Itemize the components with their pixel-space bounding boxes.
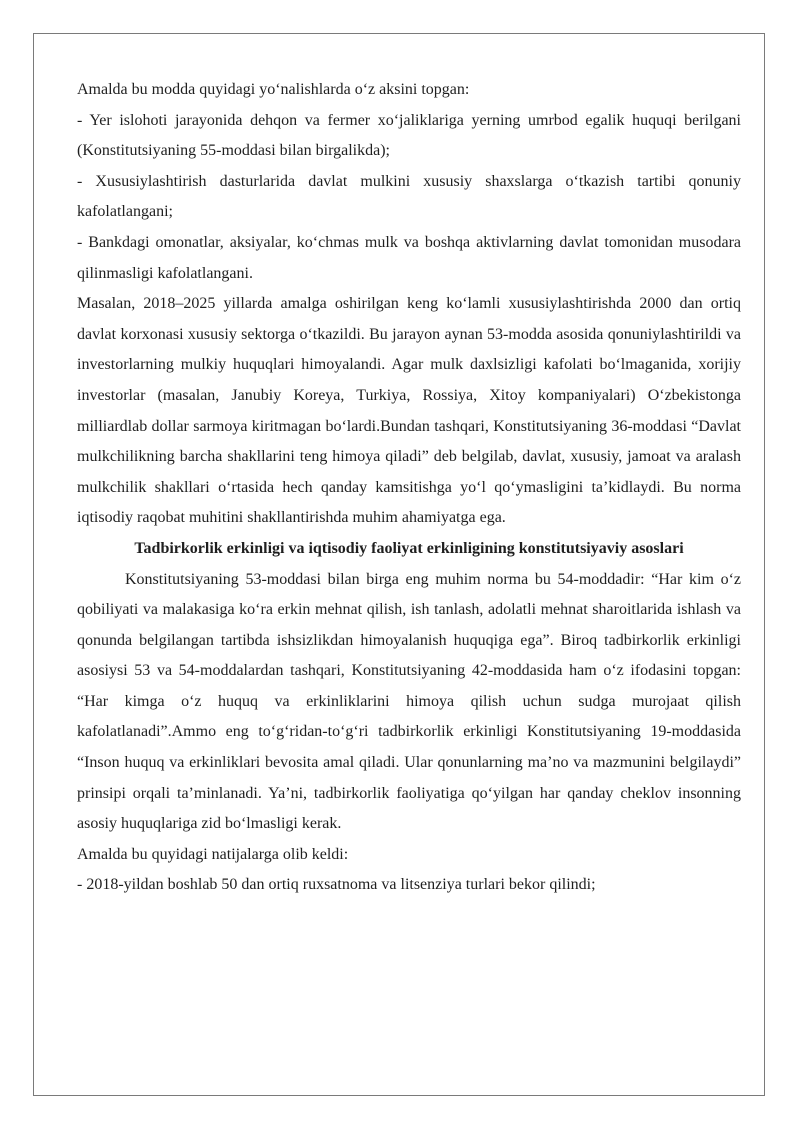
paragraph-land-reform: - Yer islohoti jarayonida dehqon va fermer xo‘jaliklariga yerning umrbod egalik huquqi berilgani (Konstitutsiyaning 55-moddasi bilan birgalikda); (77, 111, 741, 160)
section-heading: Tadbirkorlik erkinligi va iqtisodiy faoliyat erkinligining konstitutsiyaviy asoslari (134, 539, 684, 557)
paragraph-bank-deposits: - Bankdagi omonatlar, aksiyalar, ko‘chmas mulk va boshqa aktivlarning davlat tomonidan musodara qilinmasligi kafolatlangani. (77, 233, 741, 282)
paragraph-privatization: - Xususiylashtirish dasturlarida davlat mulkini xususiy shaxslarga o‘tkazish tartibi qonuniy kafolatlangani; (77, 172, 741, 221)
paragraph-example: Masalan, 2018–2025 yillarda amalga oshirilgan keng ko‘lamli xususiylashtirishda 2000 dan ortiq davlat korxonasi xususiy sektorga o‘tkazildi. Bu jarayon aynan 53-modda asosida qonuniylashtirildi va investorlarning mulkiy huquqlari himoyalandi. Agar mulk daxlsizligi kafolati bo‘lmaganida, xorijiy investorlar (masalan, Janubiy Koreya, Turkiya, Rossiya, Xitoy kompaniyalari) O‘zbekistonga milliardlab dollar sarmoya kiritmagan bo‘lardi.Bundan tashqari, Konstitutsiyaning 36-moddasi “Davlat mulkchilikning barcha shakllarini teng himoya qiladi” deb belgilab, davlat, xususiy, jamoat va aralash mulkchilik shakllari o‘rtasida hech qanday kamsitishga yo‘l qo‘ymasligini ta’kidlaydi. Bu norma iqtisodiy raqobat muhitini shakllantirishda muhim ahamiyatga ega. (77, 295, 741, 527)
paragraph-article-54: Konstitutsiyaning 53-moddasi bilan birga eng muhim norma bu 54-moddadir: “Har kim o‘z qobiliyati va malakasiga ko‘ra erkin mehnat qilish, ish tanlash, adolatli mehnat sharoitlarida ishlash va qonunda belgilangan tartibda ishsizlikdan himoyalanish huquqiga ega”. Biroq tadbirkorlik erkinligi asosiysi 53 va 54-moddalardan tashqari, Konstitutsiyaning 42-moddasida ham o‘z ifodasini topgan: “Har kimga o‘z huquq va erkinliklarini himoya qilish uchun sudga murojaat qilish kafolatlanadi”.Ammo eng to‘g‘ridan-to‘g‘ri tadbirkorlik erkinligi Konstitutsiyaning 19-moddasida “Inson huquq va erkinliklari bevosita amal qiladi. Ular qonunlarning ma’no va mazmunini belgilaydi” prinsipi orqali ta’minlanadi. Ya’ni, tadbirkorlik faoliyatiga qo‘yilgan har qanday cheklov insonning asosiy huquqlariga zid bo‘lmasligi kerak. (77, 570, 741, 833)
document-body (77, 75, 741, 901)
paragraph-results-item: - 2018-yildan boshlab 50 dan ortiq ruxsatnoma va litsenziya turlari bekor qilindi; (77, 876, 596, 894)
paragraph-results-intro: Amalda bu quyidagi natijalarga olib keldi: (77, 845, 349, 863)
paragraph-intro: Amalda bu modda quyidagi yo‘nalishlarda o‘z aksini topgan: (77, 81, 470, 98)
